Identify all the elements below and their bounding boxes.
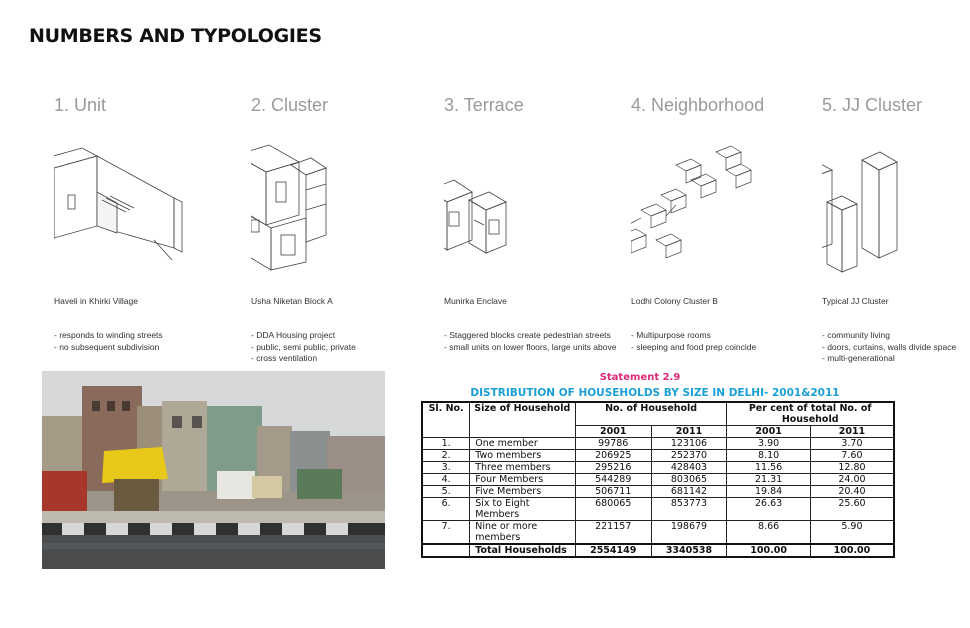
cell-size: Nine or more members xyxy=(470,521,576,545)
cell-percent-2011: 3.70 xyxy=(810,438,894,450)
cell-count-2001: 221157 xyxy=(575,521,651,545)
cell-sl xyxy=(422,544,470,557)
typology-heading: 5. JJ Cluster xyxy=(822,95,923,115)
terrace-axonometric-icon xyxy=(444,140,614,280)
cell-count-2001: 295216 xyxy=(575,462,651,474)
typology-caption: Haveli in Khirki Village xyxy=(54,296,138,306)
cell-percent-2001: 21.31 xyxy=(727,474,811,486)
typology-heading: 3. Terrace xyxy=(444,95,524,115)
cell-size: Six to Eight Members xyxy=(470,498,576,521)
typology-note: - cross ventilation xyxy=(251,353,318,363)
typology-note: - DDA Housing project xyxy=(251,330,336,340)
typology-notes xyxy=(631,330,756,353)
statement-subtitle: DISTRIBUTION OF HOUSEHOLDS BY SIZE IN DELHI- 2001&2011 xyxy=(470,387,840,399)
typology-caption: Munirka Enclave xyxy=(444,296,507,306)
typology-heading: 2. Cluster xyxy=(251,95,329,115)
table-row xyxy=(422,450,894,462)
typology-unit xyxy=(54,95,224,352)
cell-sl: 2. xyxy=(422,450,470,462)
typology-caption: Lodhi Colony Cluster B xyxy=(631,296,718,306)
cell-count-2011: 853773 xyxy=(651,498,727,521)
cell-sl: 6. xyxy=(422,498,470,521)
unit-axonometric-icon xyxy=(54,140,224,280)
cell-sl: 1. xyxy=(422,438,470,450)
typology-note: - community living xyxy=(822,330,891,340)
typology-cluster xyxy=(251,95,421,363)
cell-size: Four Members xyxy=(470,474,576,486)
typology-note: - Staggered blocks create pedestrian streets xyxy=(444,330,611,340)
cell-count-2001: 506711 xyxy=(575,486,651,498)
cell-count-2001: 206925 xyxy=(575,450,651,462)
cell-count-2001: 99786 xyxy=(575,438,651,450)
cell-percent-2001: 11.56 xyxy=(727,462,811,474)
column-header-percent: Per cent of total No. of Household xyxy=(727,402,894,426)
cell-count-2011: 681142 xyxy=(651,486,727,498)
cell-percent-2001: 100.00 xyxy=(727,544,811,557)
column-header-year: 2001 xyxy=(575,426,651,438)
typology-note: - doors, curtains, walls divide space xyxy=(822,341,957,352)
typology-note: - public, semi public, private xyxy=(251,341,356,352)
typology-note: - small units on lower floors, large units above xyxy=(444,341,617,352)
cell-percent-2011: 7.60 xyxy=(810,450,894,462)
cell-percent-2011: 25.60 xyxy=(810,498,894,521)
cell-sl: 3. xyxy=(422,462,470,474)
cell-size: Five Members xyxy=(470,486,576,498)
cell-percent-2001: 3.90 xyxy=(727,438,811,450)
table-row xyxy=(422,521,894,545)
cluster-axonometric-icon xyxy=(251,140,421,280)
cell-percent-2011: 12.80 xyxy=(810,462,894,474)
typology-note: - multi-generational xyxy=(822,353,895,363)
cell-percent-2001: 8.10 xyxy=(727,450,811,462)
cell-size: Two members xyxy=(470,450,576,462)
statement-title: Statement 2.9 xyxy=(599,372,681,383)
typology-caption: Usha Niketan Block A xyxy=(251,296,333,306)
column-header-count: No. of Household xyxy=(575,402,726,426)
cell-percent-2001: 26.63 xyxy=(727,498,811,521)
table-row xyxy=(422,438,894,450)
cell-count-2011: 123106 xyxy=(651,438,727,450)
typology-caption: Typical JJ Cluster xyxy=(822,296,889,306)
jj-cluster-axonometric-icon xyxy=(822,140,970,280)
typology-notes xyxy=(444,330,616,353)
table-row xyxy=(422,474,894,486)
table-row xyxy=(422,486,894,498)
typology-neighborhood xyxy=(631,95,801,352)
typology-note: - Multipurpose rooms xyxy=(631,330,711,340)
typology-terrace xyxy=(444,95,617,352)
cell-percent-2011: 5.90 xyxy=(810,521,894,545)
typology-notes xyxy=(54,330,163,353)
typology-notes xyxy=(251,330,356,365)
cell-count-2011: 198679 xyxy=(651,521,727,545)
cell-percent-2001: 8.66 xyxy=(727,521,811,545)
column-header-year: 2011 xyxy=(810,426,894,438)
cell-percent-2011: 20.40 xyxy=(810,486,894,498)
table-row xyxy=(422,462,894,474)
cell-count-2001: 544289 xyxy=(575,474,651,486)
household-distribution-table xyxy=(421,401,895,558)
cell-count-2011: 803065 xyxy=(651,474,727,486)
table-row xyxy=(422,498,894,521)
cell-percent-2001: 19.84 xyxy=(727,486,811,498)
typology-note: - no subsequent subdivision xyxy=(54,341,160,352)
cell-size: Total Households xyxy=(470,544,576,557)
cell-count-2011: 3340538 xyxy=(651,544,727,557)
cell-sl: 4. xyxy=(422,474,470,486)
cell-count-2001: 680065 xyxy=(575,498,651,521)
cell-count-2011: 428403 xyxy=(651,462,727,474)
typology-heading: 4. Neighborhood xyxy=(631,95,765,115)
cell-count-2001: 2554149 xyxy=(575,544,651,557)
street-scene-photo xyxy=(42,371,385,569)
column-header-sl-no: Sl. No. xyxy=(422,402,470,438)
cell-size: Three members xyxy=(470,462,576,474)
typology-note: - sleeping and food prep coincide xyxy=(631,341,757,352)
table-header-row xyxy=(422,402,894,426)
table-total-row xyxy=(422,544,894,557)
column-header-year: 2011 xyxy=(651,426,727,438)
cell-sl: 7. xyxy=(422,521,470,545)
cell-percent-2011: 100.00 xyxy=(810,544,894,557)
typology-note: - responds to winding streets xyxy=(54,330,163,340)
cell-size: One member xyxy=(470,438,576,450)
neighborhood-axonometric-icon xyxy=(631,140,801,280)
typology-jj-cluster xyxy=(822,95,970,363)
cell-sl: 5. xyxy=(422,486,470,498)
column-header-year: 2001 xyxy=(727,426,811,438)
page-title: NUMBERS AND TYPOLOGIES xyxy=(29,25,322,47)
typology-heading: 1. Unit xyxy=(54,95,107,115)
cell-count-2011: 252370 xyxy=(651,450,727,462)
cell-percent-2011: 24.00 xyxy=(810,474,894,486)
typology-notes xyxy=(822,330,956,365)
column-header-size: Size of Household xyxy=(470,402,576,438)
